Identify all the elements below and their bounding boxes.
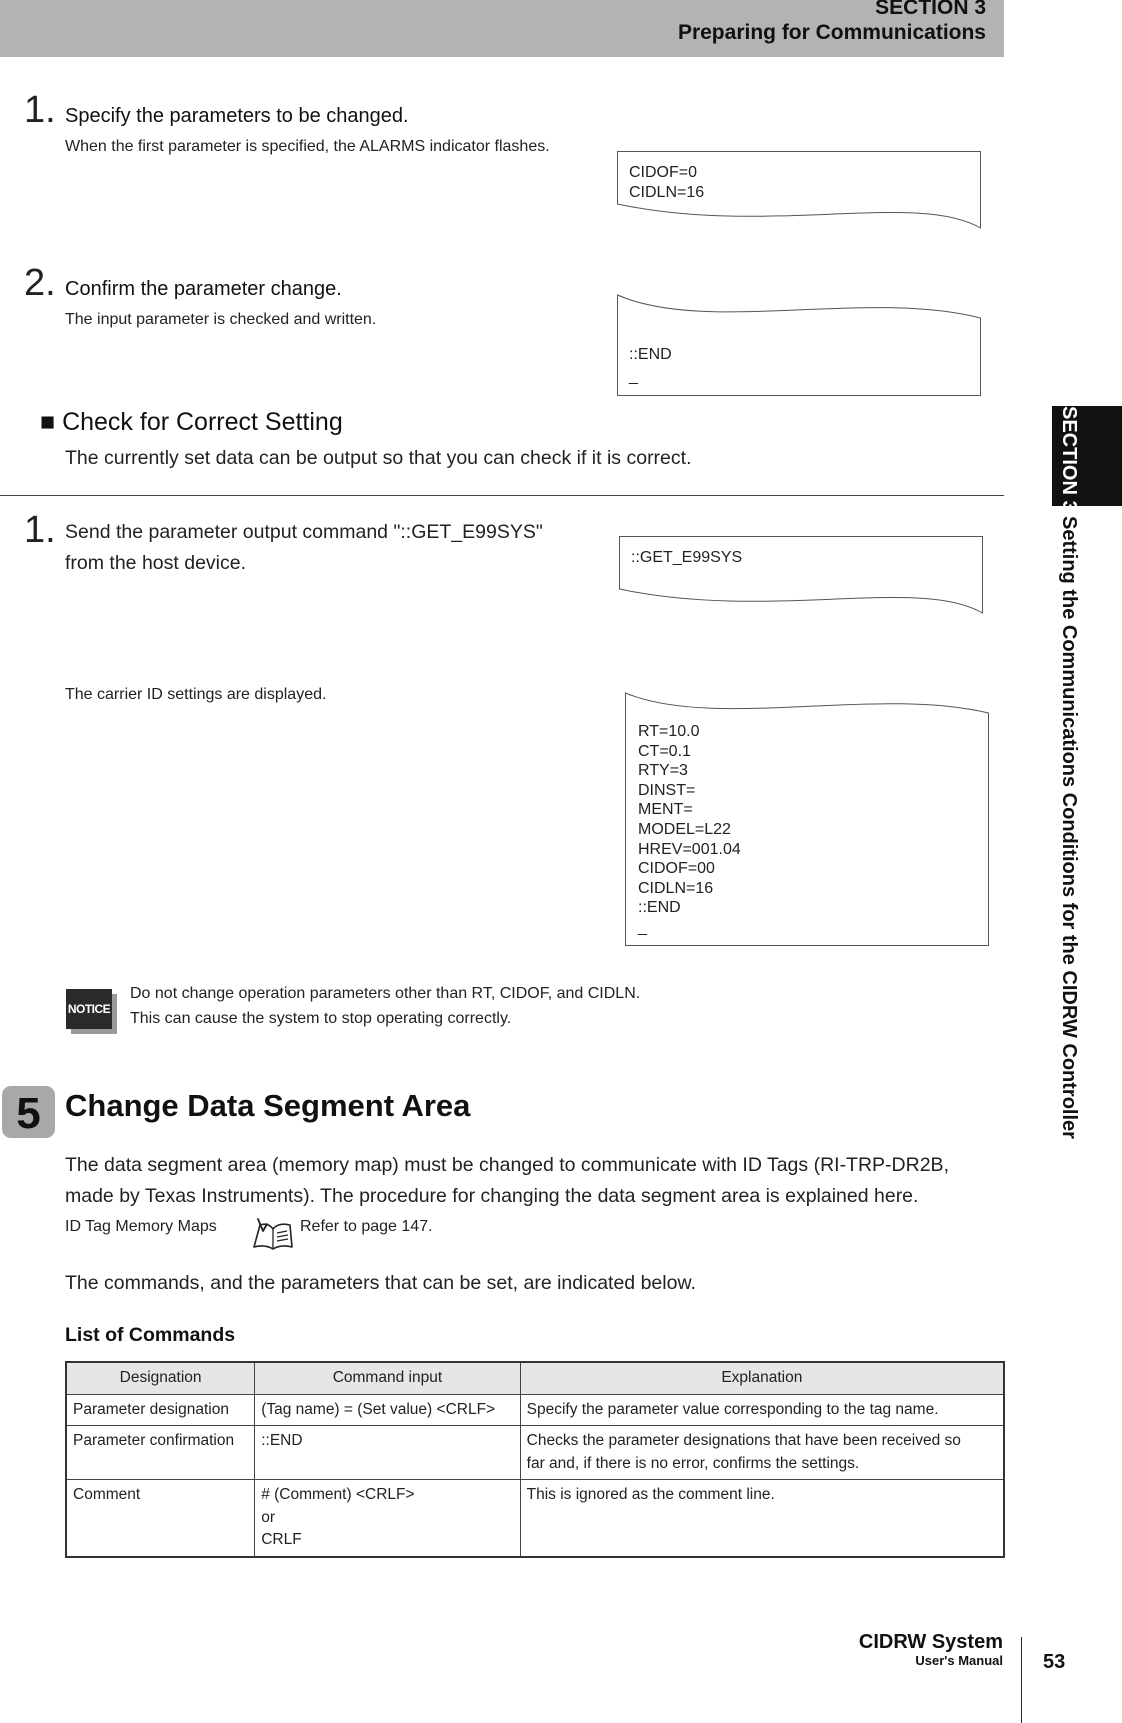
terminal-line: CIDOF=0: [629, 164, 698, 181]
cell-line: This is ignored as the comment line.: [526, 1486, 775, 1503]
commands-table: [65, 1361, 1005, 1558]
table-cell-explanation: [520, 1426, 1004, 1480]
square-bullet-icon: ■: [40, 408, 56, 436]
table-header-row: [66, 1362, 1004, 1394]
check-step1-title-line2: from the host device.: [65, 552, 247, 574]
footer-divider: [1021, 1637, 1022, 1723]
cell-line: CRLF: [261, 1531, 302, 1548]
table-cell-designation: Comment: [66, 1480, 255, 1557]
header-section-label: SECTION 3: [875, 0, 986, 19]
terminal-line: MENT=: [638, 801, 693, 819]
step1-terminal: [617, 151, 981, 229]
step2-terminal: [617, 294, 981, 396]
cell-line: Specify the parameter value corresponding to the tag name.: [526, 1400, 939, 1418]
terminal-line: RT=10.0: [638, 723, 700, 740]
page-header: [0, 0, 1004, 57]
book-reference-icon: [250, 1215, 296, 1251]
header-section-title: Preparing for Communications: [677, 21, 986, 44]
table-cell-explanation: [520, 1480, 1004, 1557]
section-paragraph-line1: The data segment area (memory map) must be changed to communicate with ID Tags (RI-TRP-DR2B,: [65, 1154, 949, 1176]
terminal-line: ::END: [638, 899, 681, 917]
table-cell-command: [255, 1394, 520, 1426]
table-cell-command: [255, 1480, 520, 1557]
footer-brand-subtitle: User's Manual: [915, 1653, 1003, 1668]
section-title: Change Data Segment Area: [65, 1088, 471, 1123]
reference-label: ID Tag Memory Maps: [65, 1218, 217, 1235]
terminal-line: ::END: [629, 346, 672, 363]
step2-title: Confirm the parameter change.: [65, 278, 342, 300]
footer-brand-title: CIDRW System: [858, 1631, 1003, 1653]
step1-terminal-lines: [629, 163, 704, 202]
cell-line: Checks the parameter designations that have been received so: [526, 1432, 961, 1449]
check-section-title: Check for Correct Setting: [62, 408, 343, 436]
terminal-line: ::GET_E99SYS: [631, 549, 743, 566]
terminal-line: MODEL=L22: [638, 820, 731, 838]
check-step1-title-line1: Send the parameter output command "::GET_E99SYS": [65, 521, 543, 543]
step1-title: Specify the parameters to be changed.: [65, 105, 409, 127]
table-header-cell: Command input: [255, 1362, 520, 1394]
terminal-line: CIDOF=00: [638, 860, 715, 878]
terminal-line: _: [638, 918, 647, 936]
check-step1-result-note: The carrier ID settings are displayed.: [65, 686, 327, 703]
terminal-line: CIDLN=16: [638, 879, 714, 897]
list-heading: List of Commands: [65, 1324, 236, 1346]
cell-line: # (Comment) <CRLF>: [261, 1486, 415, 1503]
terminal-line: RTY=3: [638, 762, 688, 780]
side-tab-title: Setting the Communications Conditions for the CIDRW Controller: [1058, 516, 1080, 1139]
side-tab-section-label: SECTION 3: [1058, 406, 1080, 512]
table-row: [66, 1394, 1004, 1426]
table-cell-designation: Parameter designation: [66, 1394, 255, 1426]
cell-line: or: [261, 1508, 275, 1526]
table-header-cell: Designation: [66, 1362, 255, 1394]
terminal-line: _: [629, 368, 638, 385]
section-paragraph-line2: made by Texas Instruments). The procedure for changing the data segment area is explained here.: [65, 1185, 919, 1207]
step1-note: When the first parameter is specified, the ALARMS indicator flashes.: [65, 138, 550, 155]
terminal-line: HREV=001.04: [638, 840, 741, 858]
step2-note: The input parameter is checked and written.: [65, 311, 377, 328]
notice-icon-label: NOTICE: [66, 989, 112, 1029]
reference-text: Refer to page 147.: [300, 1218, 433, 1235]
terminal-line: CIDLN=16: [629, 183, 705, 201]
table-row: [66, 1426, 1004, 1480]
cell-line: (Tag name) = (Set value) <CRLF>: [261, 1400, 496, 1418]
check-section-description: The currently set data can be output so that you can check if it is correct.: [65, 447, 692, 469]
table-cell-explanation: [520, 1394, 1004, 1426]
check-step1-result-terminal: [625, 692, 989, 946]
check-step1-number: 1.: [24, 509, 56, 551]
step1-number: 1.: [24, 89, 56, 131]
page-number: 53: [1043, 1651, 1066, 1673]
check-section-heading: [40, 408, 343, 437]
commands-intro: The commands, and the parameters that can be set, are indicated below.: [65, 1272, 696, 1294]
terminal-line: CT=0.1: [638, 742, 691, 760]
section-number-badge: 5: [2, 1086, 55, 1138]
terminal-line: DINST=: [638, 781, 696, 799]
notice-line1: Do not change operation parameters other than RT, CIDOF, and CIDLN.: [130, 985, 641, 1002]
notice-icon: [66, 989, 114, 1029]
cell-line: far and, if there is no error, confirms the settings.: [526, 1454, 860, 1472]
table-cell-designation: Parameter confirmation: [66, 1426, 255, 1480]
table-cell-command: [255, 1426, 520, 1480]
cell-line: ::END: [261, 1432, 303, 1449]
step2-terminal-lines: [629, 344, 672, 388]
section-divider: [0, 495, 1004, 496]
table-row: [66, 1480, 1004, 1557]
step2-number: 2.: [24, 262, 56, 304]
footer-brand: [859, 1631, 1003, 1668]
check-step1-terminal: [619, 536, 983, 614]
notice-line2: This can cause the system to stop operating correctly.: [130, 1010, 512, 1027]
check-step1-terminal-lines: [631, 548, 742, 568]
table-header-cell: Explanation: [520, 1362, 1004, 1394]
check-step1-result-lines: [638, 722, 741, 938]
